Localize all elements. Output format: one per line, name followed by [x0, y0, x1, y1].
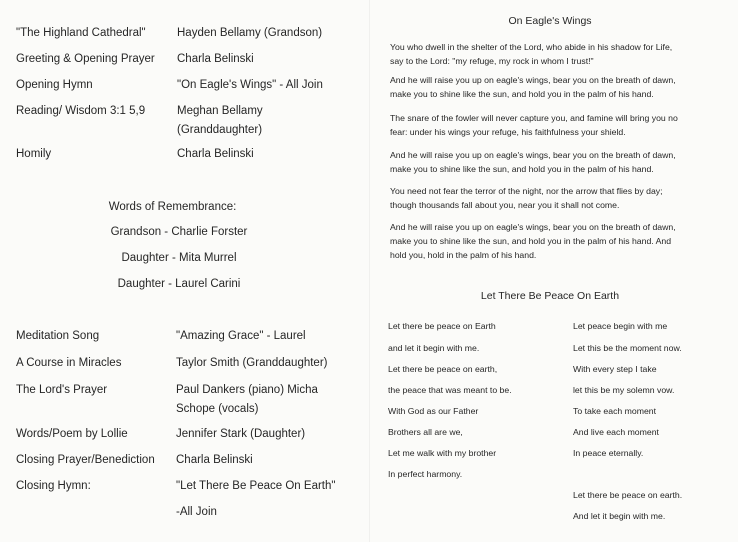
program-value: Taylor Smith (Granddaughter) [176, 357, 328, 369]
lyric-line: To take each moment [573, 406, 657, 416]
program-label: A Course in Miracles [16, 357, 122, 369]
lyric-line: Let me walk with my brother [388, 448, 497, 458]
program-value: Jennifer Stark (Daughter) [176, 428, 306, 440]
lyric-line: With every step I take [573, 364, 657, 374]
hymn-refrain: And he will raise you up on eagle's wings, bear you on the breath of dawn, make you to shine like the sun, and hold you in the palm of his hand. And hold you, hold in the palm of his hand. [390, 222, 676, 260]
program-label: Closing Prayer/Benediction [16, 454, 155, 466]
lyric-line: With God as our Father [388, 406, 479, 416]
lyric-line: let this be my solemn vow. [573, 385, 675, 395]
program-value: "Amazing Grace" - Laurel [176, 330, 306, 342]
program-value: "Let There Be Peace On Earth" [176, 480, 336, 492]
hymn-refrain: And he will raise you up on eagle's wings, bear you on the breath of dawn, make you to shine like the sun, and hold you in the palm of his hand. [390, 75, 676, 99]
program-value: Charla Belinski [177, 148, 254, 160]
hymn-verse: The snare of the fowler will never capture you, and famine will bring you no fear: under his wings your refuge, his faithfulness your shield. [390, 113, 678, 137]
program-value: Charla Belinski [177, 53, 254, 65]
program-label: Greeting & Opening Prayer [16, 53, 155, 65]
lyric-line: and let it begin with me. [388, 343, 480, 353]
hymn-title: On Eagle's Wings [508, 15, 592, 27]
program-value: Charla Belinski [176, 454, 253, 466]
hymn-refrain: And he will raise you up on eagle's wings, bear you on the breath of dawn, make you to shine like the sun, and hold you in the palm of his hand. [390, 150, 676, 174]
lyric-line: And live each moment [573, 427, 659, 437]
lyric-line: the peace that was meant to be. [388, 385, 512, 395]
program-label: Meditation Song [16, 330, 100, 342]
program-label: Closing Hymn: [16, 480, 91, 492]
remembrance-item: Grandson - Charlie Forster [110, 226, 248, 238]
remembrance-title: Words of Remembrance: [108, 201, 237, 213]
lyric-line: And let it begin with me. [573, 511, 666, 521]
program-value: -All Join [176, 506, 217, 518]
program-label: Words/Poem by Lollie [16, 428, 128, 440]
lyric-line: Let there be peace on Earth [388, 321, 496, 331]
lyric-line: Let there be peace on earth. [573, 490, 683, 500]
page-fold [369, 0, 370, 542]
lyric-line: In peace eternally. [573, 448, 644, 458]
program-label: "The Highland Cathedral" [16, 27, 146, 39]
hymn-verse: You who dwell in the shelter of the Lord, who abide in his shadow for Life, say to the Lord: "my refuge, my rock in whom I trust!" [390, 42, 673, 66]
program-label: Reading/ Wisdom 3:1 5,9 [16, 105, 146, 117]
program-value: Meghan Bellamy (Granddaughter) [177, 105, 263, 136]
program-value: "On Eagle's Wings" - All Join [177, 79, 323, 91]
lyric-line: Brothers all are we, [388, 427, 463, 437]
program-label: Opening Hymn [16, 79, 93, 91]
hymn-verse: You need not fear the terror of the night, nor the arrow that flies by day; though thousands fall about you, near you it shall not come. [390, 186, 663, 210]
program-value: Paul Dankers (piano) Micha Schope (vocals) [176, 384, 318, 415]
program-value: Hayden Bellamy (Grandson) [177, 27, 323, 39]
hymn-title: Let There Be Peace On Earth [480, 290, 620, 302]
lyric-line: In perfect harmony. [388, 469, 463, 479]
remembrance-item: Daughter - Laurel Carini [117, 278, 241, 290]
lyric-line: Let peace begin with me [573, 321, 668, 331]
remembrance-item: Daughter - Mita Murrel [121, 252, 237, 264]
lyric-line: Let there be peace on earth, [388, 364, 498, 374]
program-label: The Lord's Prayer [16, 384, 108, 396]
lyric-line: Let this be the moment now. [573, 343, 682, 353]
program-label: Homily [16, 148, 52, 160]
